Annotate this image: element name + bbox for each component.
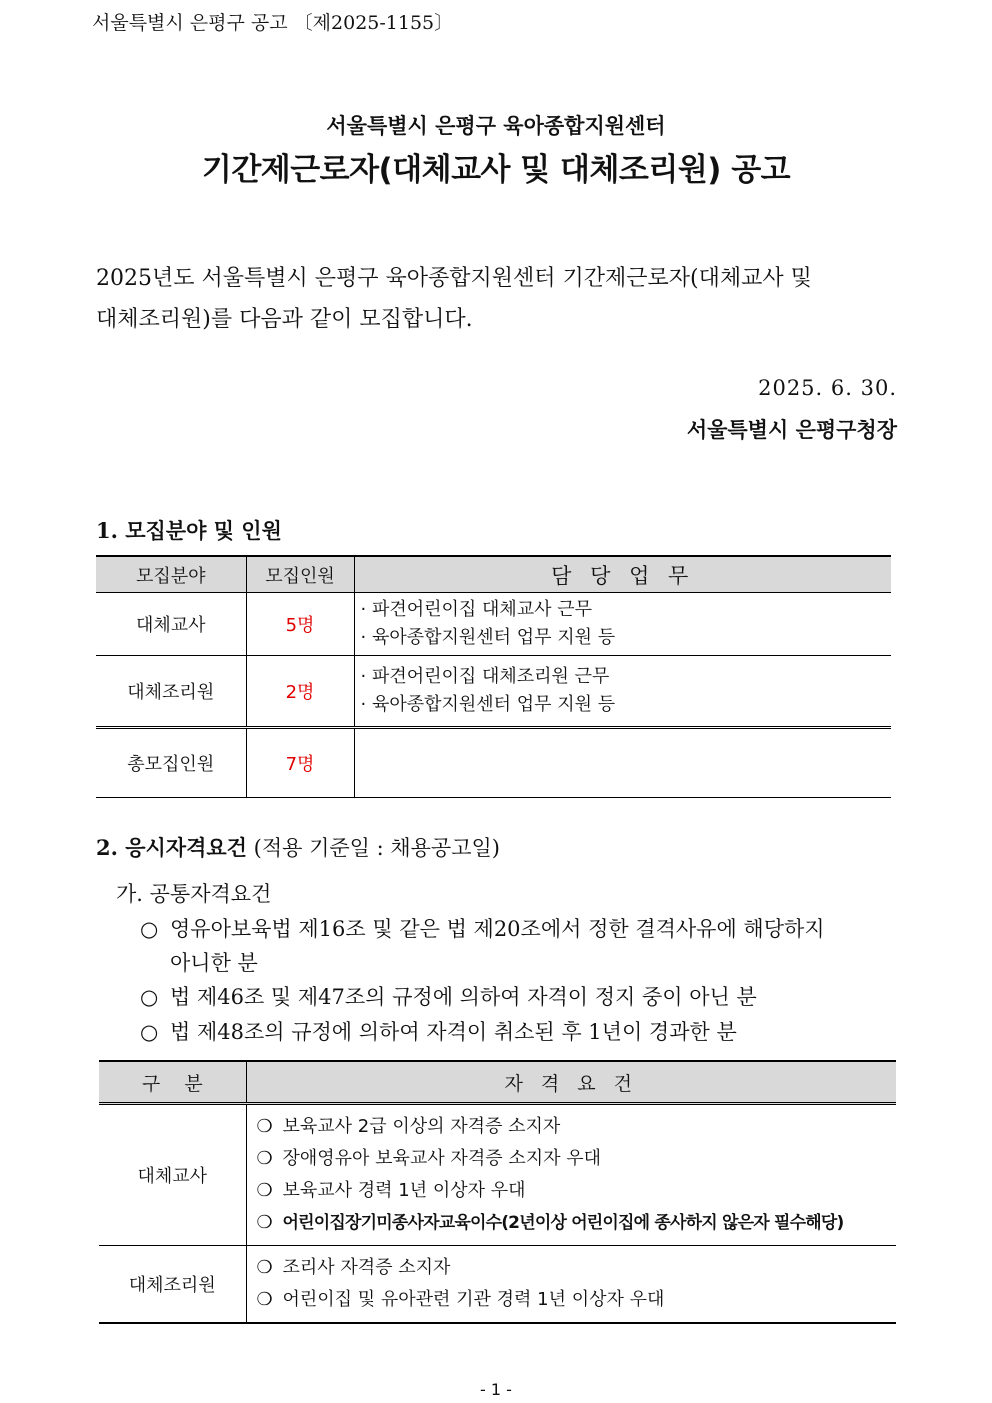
notice-date: 2025. 6. 30. bbox=[758, 376, 897, 400]
bullet-icon: ○ bbox=[140, 917, 159, 941]
list-item bbox=[257, 1284, 887, 1316]
qualification-list bbox=[246, 1246, 896, 1324]
list-item bbox=[257, 1175, 887, 1207]
category-cell: 대체교사 bbox=[99, 1104, 246, 1246]
duty-line: · 파견어린이집 대체교사 근무 bbox=[360, 599, 593, 620]
list-item-text: 장애영유아 보육교사 자격증 소지자 우대 bbox=[282, 1148, 601, 1169]
bullet-icon: ○ bbox=[140, 1020, 159, 1044]
header-field: 모집분야 bbox=[96, 556, 246, 593]
circle-bullet-icon: ❍ bbox=[256, 1148, 273, 1169]
header-count: 모집인원 bbox=[246, 556, 354, 593]
table-row bbox=[99, 1246, 896, 1324]
table-row bbox=[96, 593, 891, 656]
page-number: - 1 - bbox=[480, 1380, 512, 1399]
category-cell: 대체조리원 bbox=[99, 1246, 246, 1324]
common-requirements-heading: 가. 공통자격요건 bbox=[116, 882, 272, 906]
section-1-heading: 1. 모집분야 및 인원 bbox=[96, 518, 282, 543]
recruitment-table bbox=[96, 555, 891, 798]
total-row bbox=[96, 728, 891, 798]
list-item-text: 보육교사 2급 이상의 자격증 소지자 bbox=[282, 1116, 561, 1137]
duty-cell bbox=[354, 656, 891, 728]
field-cell: 대체교사 bbox=[96, 593, 246, 656]
table-row bbox=[99, 1104, 896, 1246]
notice-number: 서울특별시 은평구 공고 〔제2025-1155〕 bbox=[92, 12, 454, 34]
list-item-text: 조리사 자격증 소지자 bbox=[282, 1257, 451, 1278]
circle-bullet-icon: ❍ bbox=[256, 1257, 273, 1278]
section-2-note: (적용 기준일 : 채용공고일) bbox=[253, 836, 500, 860]
circle-bullet-icon: ❍ bbox=[256, 1289, 273, 1310]
duty-cell bbox=[354, 593, 891, 656]
intro-paragraph bbox=[96, 258, 896, 340]
circle-bullet-icon: ❍ bbox=[256, 1212, 273, 1233]
duty-line: · 파견어린이집 대체조리원 근무 bbox=[360, 666, 610, 687]
bullet-icon: ○ bbox=[140, 985, 159, 1009]
count-cell: 2명 bbox=[246, 656, 354, 728]
empty-cell bbox=[354, 728, 891, 798]
header-qualification: 자 격 요 건 bbox=[246, 1061, 896, 1104]
intro-line-1: 2025년도 서울특별시 은평구 육아종합지원센터 기간제근로자(대체교사 및 bbox=[96, 266, 812, 291]
field-cell: 대체조리원 bbox=[96, 656, 246, 728]
list-item-text: 어린이집 및 유아관련 기관 경력 1년 이상자 우대 bbox=[282, 1289, 665, 1310]
header-duty: 담 당 업 무 bbox=[354, 556, 891, 593]
duty-line: · 육아종합지원센터 업무 지원 등 bbox=[360, 627, 616, 648]
qualification-table bbox=[99, 1060, 896, 1324]
list-item bbox=[257, 1111, 887, 1143]
list-item bbox=[257, 1143, 887, 1175]
requirement-item bbox=[140, 912, 900, 980]
intro-line-2: 대체조리원)를 다음과 같이 모집합니다. bbox=[96, 307, 473, 332]
duty-line: · 육아종합지원센터 업무 지원 등 bbox=[360, 694, 616, 715]
list-item bbox=[257, 1207, 887, 1239]
list-item-text: 어린이집장기미종사자교육이수(2년이상 어린이집에 종사하지 않은자 필수해당) bbox=[282, 1213, 844, 1233]
count-cell: 5명 bbox=[246, 593, 354, 656]
header-category: 구 분 bbox=[99, 1061, 246, 1104]
qualification-list bbox=[246, 1104, 896, 1246]
requirement-text-cont: 아니한 분 bbox=[170, 951, 258, 975]
section-2-heading bbox=[96, 832, 500, 862]
list-item bbox=[257, 1252, 887, 1284]
total-label: 총모집인원 bbox=[96, 728, 246, 798]
total-count: 7명 bbox=[246, 728, 354, 798]
page-title: 기간제근로자(대체교사 및 대체조리원) 공고 bbox=[201, 152, 791, 188]
requirement-text: 법 제48조의 규정에 의하여 자격이 취소된 후 1년이 경과한 분 bbox=[170, 1020, 737, 1044]
requirement-text: 영유아보육법 제16조 및 같은 법 제20조에서 정한 결격사유에 해당하지 bbox=[170, 917, 825, 941]
table-row bbox=[96, 656, 891, 728]
list-item-text: 보육교사 경력 1년 이상자 우대 bbox=[282, 1180, 526, 1201]
circle-bullet-icon: ❍ bbox=[256, 1180, 273, 1201]
organization-title: 서울특별시 은평구 육아종합지원센터 bbox=[326, 114, 666, 138]
section-2-title: 2. 응시자격요건 bbox=[96, 835, 247, 860]
issuer-name: 서울특별시 은평구청장 bbox=[686, 417, 897, 442]
requirement-item bbox=[140, 980, 900, 1014]
circle-bullet-icon: ❍ bbox=[256, 1116, 273, 1137]
requirement-item bbox=[140, 1015, 900, 1049]
requirement-text: 법 제46조 및 제47조의 규정에 의하여 자격이 정지 중이 아닌 분 bbox=[170, 985, 757, 1009]
